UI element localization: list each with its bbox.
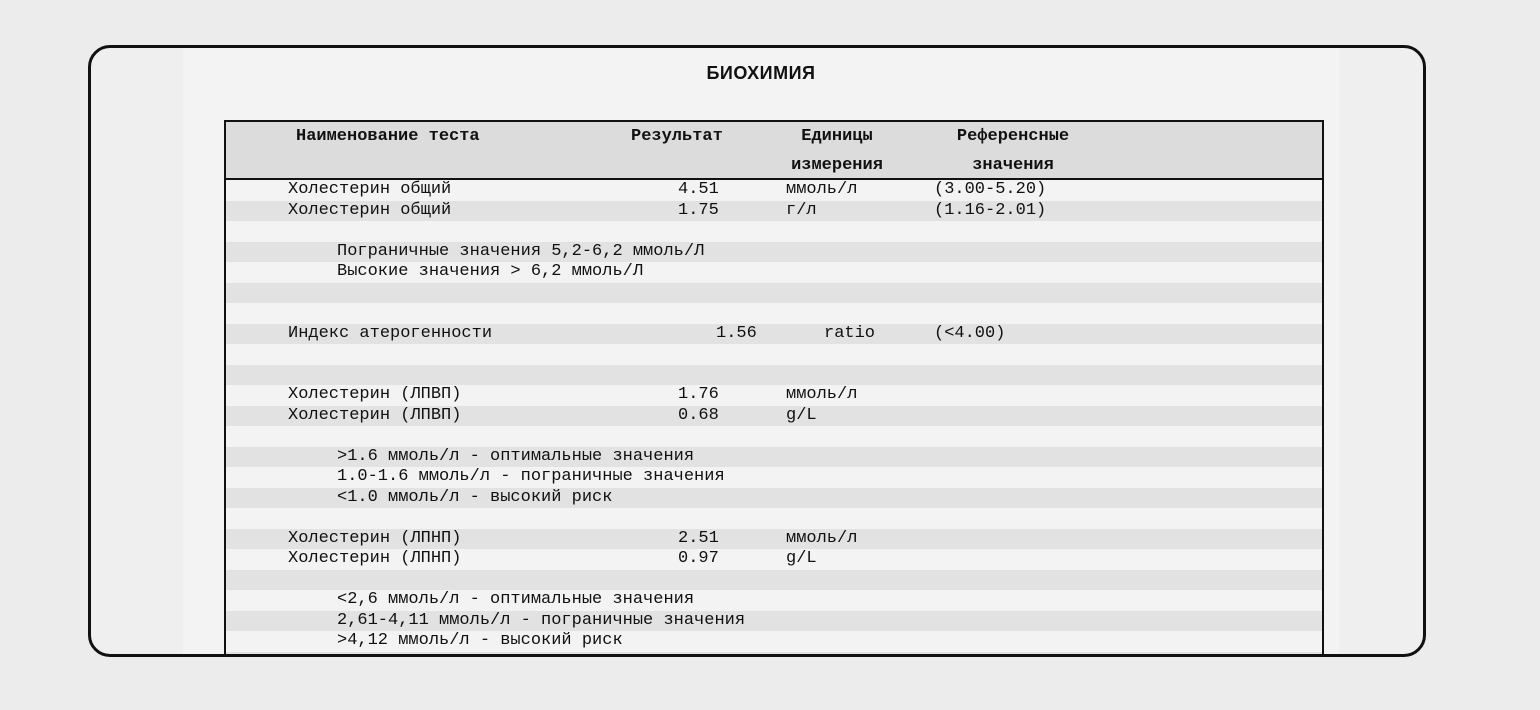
result-value: 1.56 (716, 323, 757, 343)
blank-row (226, 365, 1322, 386)
note-row (226, 467, 1322, 488)
test-name: Холестерин (ЛПВП) (288, 405, 462, 425)
reference-value: (3.00-5.20) (934, 180, 1047, 199)
header-test-name: Наименование теста (296, 127, 480, 146)
note-row (226, 488, 1322, 509)
note-text: 1.0-1.6 ммоль/л - пограничные значения (337, 467, 725, 486)
header-reference (938, 122, 1088, 180)
report-card (88, 45, 1426, 657)
test-name: Холестерин общий (288, 200, 452, 220)
blank-row (226, 508, 1322, 529)
header-units-line2: измерения (791, 156, 883, 175)
result-value: 1.76 (678, 385, 719, 404)
blank-row (226, 221, 1322, 242)
result-value: 2.51 (678, 528, 719, 548)
unit-value: ratio (824, 323, 876, 343)
test-name: Холестерин (ЛПНП) (288, 528, 462, 548)
blank-row (226, 344, 1322, 365)
blank-row (226, 303, 1322, 324)
page-title: БИОХИМИЯ (706, 63, 816, 83)
blank-row (226, 570, 1322, 591)
note-text: <1.0 ммоль/л - высокий риск (337, 487, 613, 507)
result-value: 0.97 (678, 549, 719, 568)
note-row (226, 590, 1322, 611)
table-header (226, 122, 1322, 180)
note-text: 2,61-4,11 ммоль/л - пограничные значения (337, 610, 746, 630)
result-value: 4.51 (678, 180, 719, 199)
unit-value: ммоль/л (786, 180, 858, 199)
header-reference-line1: Референсные (956, 127, 1070, 146)
table-row (226, 324, 1322, 345)
note-row (226, 631, 1322, 652)
note-row (226, 242, 1322, 263)
unit-value: g/L (786, 549, 817, 568)
note-row (226, 262, 1322, 283)
test-name: Холестерин общий (288, 180, 452, 199)
unit-value: ммоль/л (786, 528, 858, 548)
unit-value: г/л (786, 200, 817, 220)
note-text: Высокие значения > 6,2 ммоль/Л (337, 262, 644, 281)
header-result: Результат (631, 127, 723, 146)
unit-value: ммоль/л (786, 385, 858, 404)
table-row (226, 529, 1322, 550)
table-row (226, 549, 1322, 570)
note-text: >4,12 ммоль/л - высокий риск (337, 631, 623, 650)
blank-row (226, 283, 1322, 304)
unit-value: g/L (786, 405, 817, 425)
header-reference-line2: значения (972, 156, 1054, 175)
table-row (226, 180, 1322, 201)
note-text: <2,6 ммоль/л - оптимальные значения (337, 590, 695, 609)
table-row (226, 201, 1322, 222)
test-name: Индекс атерогенности (288, 323, 493, 343)
header-units (776, 122, 898, 180)
test-name: Холестерин (ЛПВП) (288, 385, 462, 404)
result-value: 0.68 (678, 405, 719, 425)
table-body (226, 180, 1322, 657)
note-text: Пограничные значения 5,2-6,2 ммоль/Л (337, 241, 705, 261)
blank-row (226, 426, 1322, 447)
test-name: Холестерин (ЛПНП) (288, 549, 462, 568)
reference-value: (1.16-2.01) (934, 200, 1047, 220)
table-row (226, 385, 1322, 406)
note-row (226, 611, 1322, 632)
result-value: 1.75 (678, 200, 719, 220)
note-text: >1.6 ммоль/л - оптимальные значения (337, 446, 695, 466)
note-row (226, 447, 1322, 468)
header-units-line1: Единицы (801, 127, 873, 146)
reference-value: (<4.00) (934, 323, 1006, 343)
table-row (226, 406, 1322, 427)
blank-row (226, 652, 1322, 658)
results-table (224, 120, 1324, 657)
